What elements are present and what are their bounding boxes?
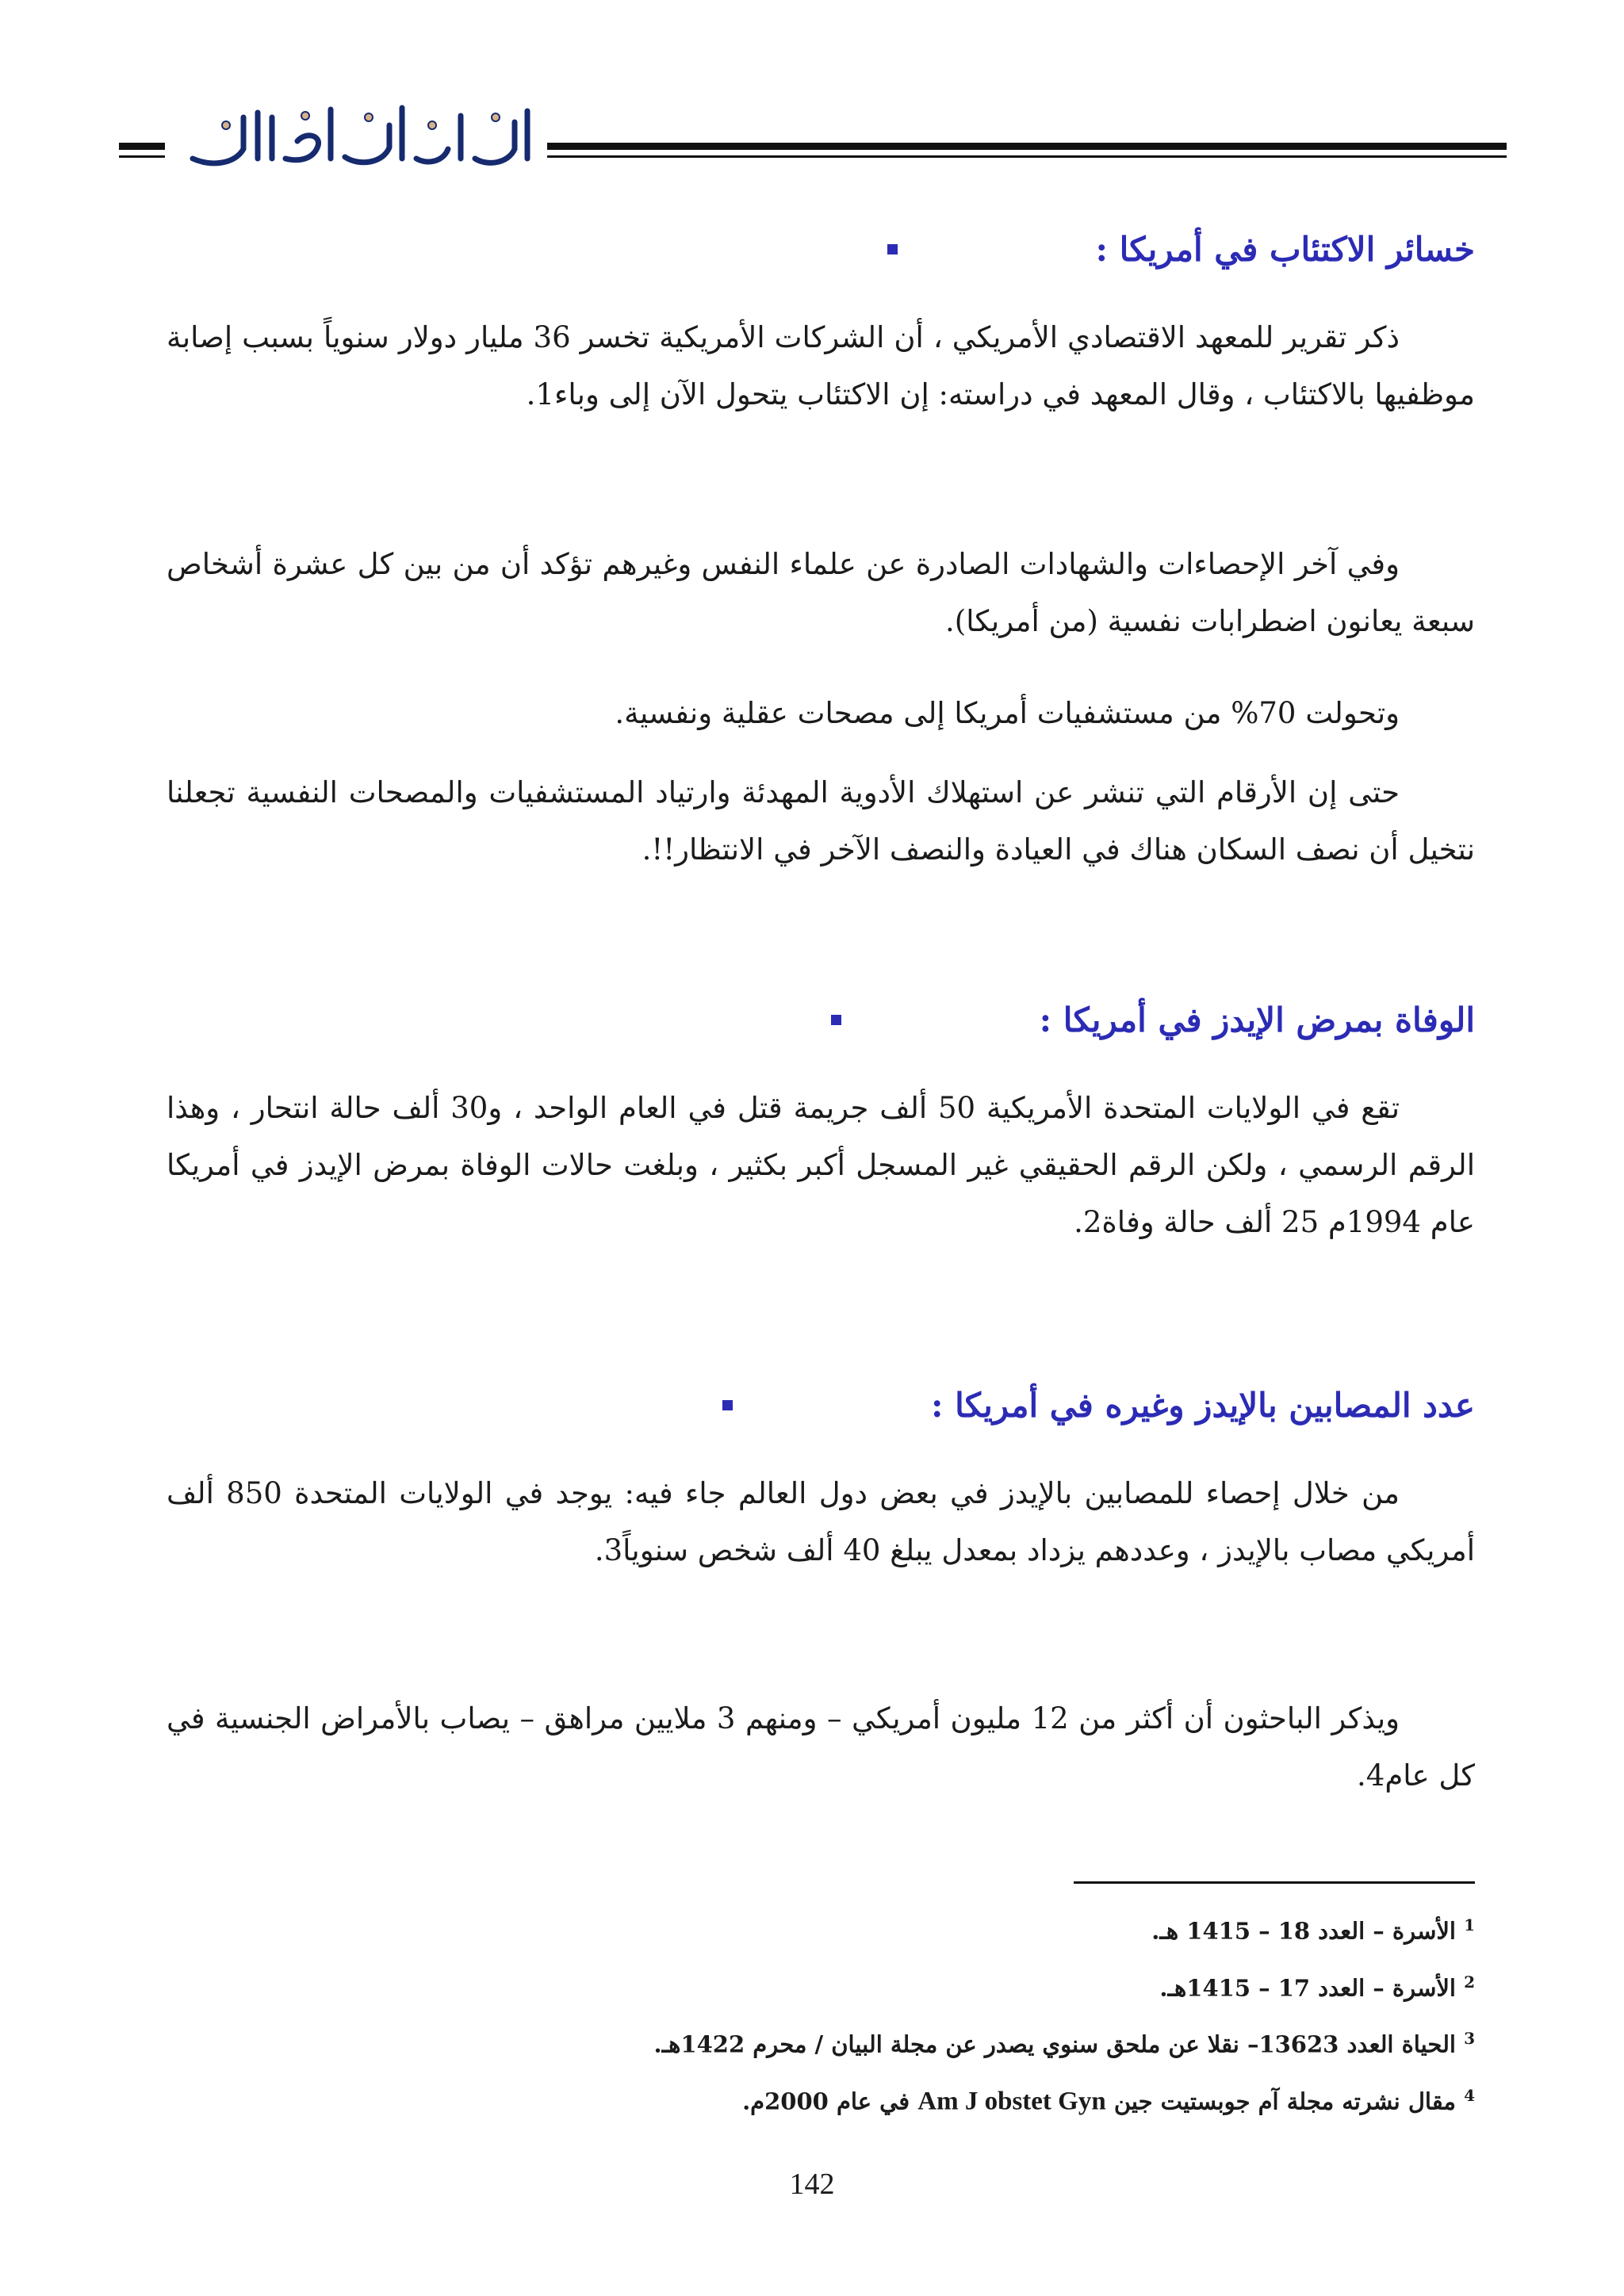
square-bullet-icon: [887, 244, 898, 254]
section-heading-depression-losses: [167, 230, 1475, 269]
section-heading-text: الوفاة بمرض الإيدز في أمريكا :: [1039, 1001, 1475, 1039]
paragraph: ويذكر الباحثون أن أكثر من 12 مليون أمريكي – ومنهم 3 ملايين مراهق – يصاب بالأمراض الجنسية في كل عام4.: [167, 1701, 1475, 1793]
footnote-text: الأسرة – العدد 17 – 1415هـ.: [1159, 1974, 1456, 2002]
footnote-separator: [1074, 1881, 1475, 1884]
footnote-number: 1: [1464, 1915, 1475, 1934]
calligraphy-logo-icon: [178, 94, 539, 181]
footnote-1: [127, 1900, 1475, 1957]
paragraph: تقع في الولايات المتحدة الأمريكية 50 ألف جريمة قتل في العام الواحد ، و30 ألف حالة انتحار ، وهذا الرقم الرسمي ، ولكن الرقم الحقيقي غير المسجل أكبر بكثير ، وبلغت حالات الوفاة بمرض الإيدز في أمريكا عام 1994م 25 ألف حالة وفاة2.: [167, 1091, 1475, 1239]
footnote-number: 4: [1464, 2085, 1475, 2105]
footnote-text: مقال نشرته مجلة آم جوبستيت جين: [1113, 2087, 1456, 2115]
section-heading-aids-deaths: [167, 1001, 1475, 1039]
header-rule-long: [547, 143, 1507, 158]
footnote-text: الحياة العدد 13623– نقلا عن ملحق سنوي يصدر عن مجلة البيان / محرم 1422هـ.: [653, 2030, 1456, 2058]
header-rule-short: [119, 143, 165, 158]
footnotes: [127, 1900, 1475, 2127]
footnote-text: الأسرة – العدد 18 – 1415 هـ.: [1151, 1917, 1456, 1945]
square-bullet-icon: [831, 1015, 841, 1025]
paragraph: ذكر تقرير للمعهد الاقتصادي الأمريكي ، أن الشركات الأمريكية تخسر 36 مليار دولار سنوياً بسبب إصابة موظفيها بالاكتئاب ، وقال المعهد في دراسته: إن الاكتئاب يتحول الآن إلى وباء1.: [167, 320, 1475, 411]
paragraph: وفي آخر الإحصاءات والشهادات الصادرة عن علماء النفس وغيرهم تؤكد أن من بين كل عشرة أشخاص سبعة يعانون اضطرابات نفسية (من أمريكا).: [167, 547, 1475, 638]
footnote-text-after: في عام 2000م.: [742, 2087, 910, 2115]
paragraph: وتحولت 70% من مستشفيات أمريكا إلى مصحات عقلية ونفسية.: [615, 696, 1400, 730]
paragraph: من خلال إحصاء للمصابين بالإيدز في بعض دول العالم جاء فيه: يوجد في الولايات المتحدة 850 ألف أمريكي مصاب بالإيدز ، وعددهم يزداد بمعدل يبلغ 40 ألف شخص سنوياً3.: [167, 1476, 1475, 1567]
section-heading-text: عدد المصابين بالإيدز وغيره في أمريكا :: [930, 1386, 1475, 1425]
square-bullet-icon: [722, 1400, 733, 1410]
header-calligraphy-logo: [178, 94, 539, 181]
footnote-number: 2: [1464, 1972, 1475, 1992]
section-heading-aids-cases: [167, 1386, 1475, 1425]
footnote-2: [127, 1957, 1475, 2014]
footnote-latin-text: Am J obstet Gyn: [917, 2087, 1106, 2116]
footnote-3: [127, 2013, 1475, 2070]
footnote-4: [127, 2070, 1475, 2127]
page-number: 142: [789, 2168, 835, 2201]
section-heading-text: خسائر الاكتئاب في أمريكا :: [1095, 230, 1475, 269]
paragraph: حتى إن الأرقام التي تنشر عن استهلاك الأدوية المهدئة وارتياد المستشفيات والمصحات النفسية تجعلنا نتخيل أن نصف السكان هناك في العيادة والنصف الآخر في الانتظار!!.: [167, 775, 1475, 867]
footnote-number: 3: [1464, 2029, 1475, 2049]
page-header: [119, 94, 1507, 181]
